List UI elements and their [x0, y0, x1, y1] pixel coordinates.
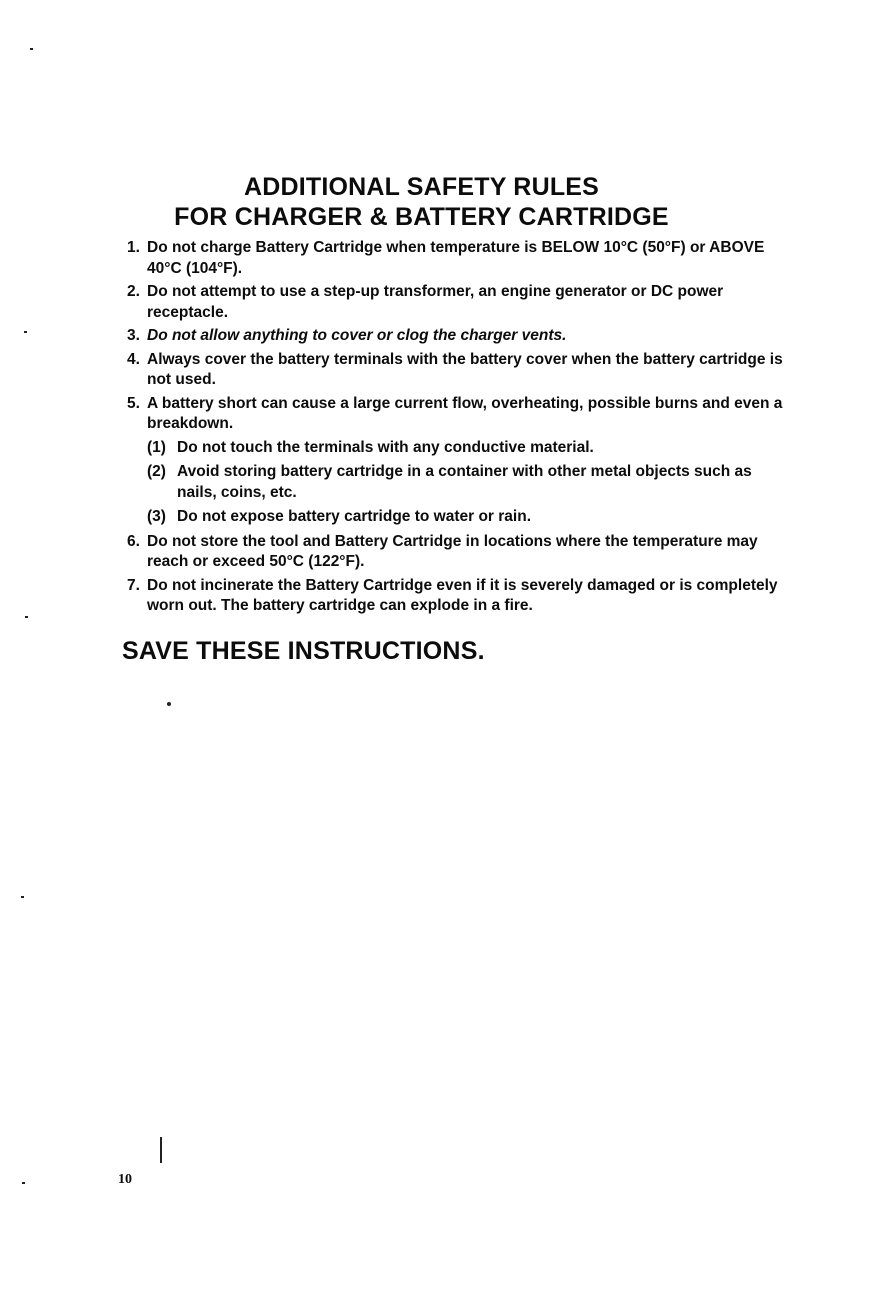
heading-line-1: ADDITIONAL SAFETY RULES	[243, 173, 600, 201]
subrule-item	[127, 438, 795, 459]
rule-item	[127, 576, 795, 617]
binding-mark	[160, 1137, 162, 1163]
rule-item	[127, 532, 795, 573]
rule-item	[127, 238, 795, 279]
rule-number: 7.	[127, 576, 140, 594]
rule-number: 6.	[127, 532, 140, 550]
scan-speck	[22, 1182, 25, 1184]
subrule-text: Do not touch the terminals with any conductive material.	[177, 438, 594, 456]
rule-number: 2.	[127, 283, 140, 300]
page-number: 10	[118, 1172, 132, 1187]
rule-text: Do not incinerate the Battery Cartridge even if it is severely damaged or is completely worn out. The battery cartridge can explode in a fire.	[147, 576, 778, 614]
save-instructions-heading: SAVE THESE INSTRUCTIONS.	[122, 637, 485, 665]
rule-number: 5.	[127, 394, 140, 412]
rule-item	[127, 282, 795, 323]
rule-item	[127, 350, 795, 391]
rule-number: 3.	[127, 327, 140, 344]
scan-speck	[24, 331, 27, 333]
scan-speck	[21, 896, 24, 898]
rule-text: Do not store the tool and Battery Cartridge in locations where the temperature may reach or exceed 50°C (122°F).	[147, 532, 758, 570]
subrule-item	[127, 462, 795, 503]
rule-text: A battery short can cause a large current flow, overheating, possible burns and even a breakdown.	[147, 394, 783, 432]
scan-speck	[30, 48, 33, 50]
rule-item	[127, 394, 795, 435]
rule-text: Do not attempt to use a step-up transformer, an engine generator or DC power receptacle.	[147, 283, 724, 321]
subrule-text: Do not expose battery cartridge to water or rain.	[177, 508, 531, 525]
rule-text: Always cover the battery terminals with the battery cover when the battery cartridge is not used.	[147, 350, 783, 388]
subrule-number: (2)	[147, 463, 166, 480]
rule-number: 4.	[127, 350, 140, 368]
rule-text: Do not allow anything to cover or clog the charger vents.	[147, 327, 567, 344]
subrule-number: (1)	[147, 438, 166, 456]
scan-speck	[167, 702, 171, 706]
subrule-text: Avoid storing battery cartridge in a container with other metal objects such as nails, coins, etc.	[177, 463, 752, 501]
subrule-number: (3)	[147, 508, 166, 525]
rule-text: Do not charge Battery Cartridge when temperature is BELOW 10°C (50°F) or ABOVE 40°C (104°F).	[147, 239, 765, 277]
subrule-item	[127, 507, 795, 528]
heading-line-2: FOR CHARGER & BATTERY CARTRIDGE	[174, 203, 669, 231]
scan-speck	[25, 616, 28, 618]
rule-number: 1.	[127, 239, 140, 256]
safety-rules-list	[127, 238, 795, 620]
rule-item	[127, 326, 795, 347]
